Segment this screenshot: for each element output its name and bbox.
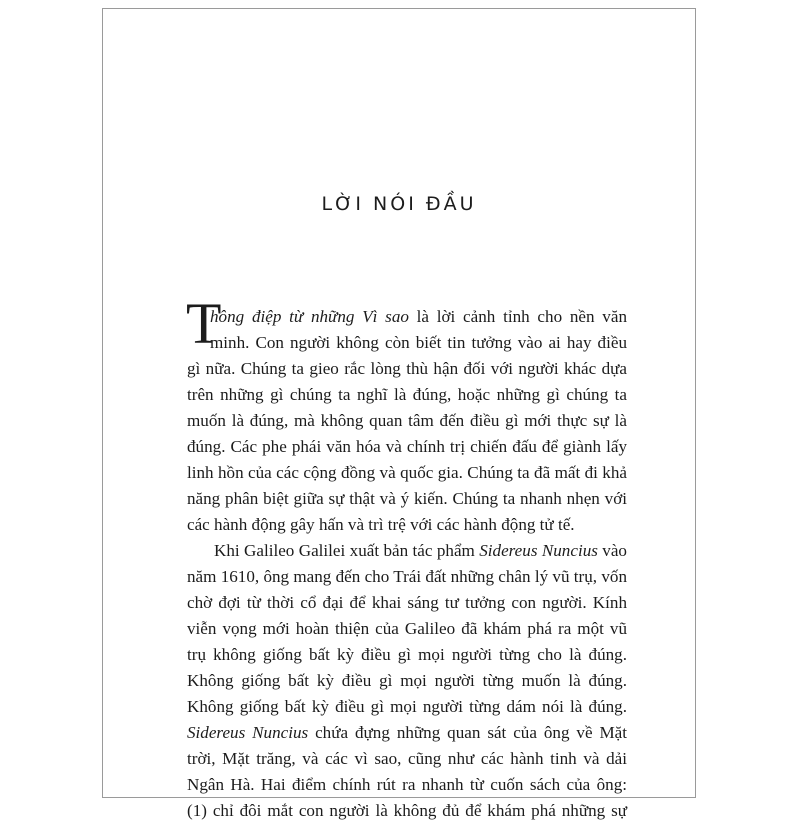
paragraph-2-line-9: trời, Mặt trăng, và các vì sao, cũng như các hành tinh và dải [187,749,627,768]
paragraph-2-line-11: (1) chỉ đôi mắt con người là không đủ để khám phá những sự [187,801,627,820]
drop-cap: T [186,291,222,356]
book-title-italic: Sidereus Nuncius [479,541,598,560]
paragraph-2-line-3: chờ đợi từ thời cổ đại để khai sáng tư tưởng con người. Kính [187,593,627,612]
text-span: vào [597,541,627,560]
paragraph-1-line-8: năng phân biệt giữa sự thật và ý kiến. Chúng ta nhanh nhẹn với [187,489,627,508]
paragraph-1-line-4: trên những gì chúng ta nghĩ là đúng, hoặc những gì chúng ta [187,385,627,404]
paragraph-2-line-7: Không giống bất kỳ điều gì mọi người từng dám nói là đúng. [187,697,627,716]
paragraph-2-line-4: viễn vọng mới hoàn thiện của Galileo đã khám phá ra một vũ [187,619,627,638]
book-page [102,8,696,820]
book-title-italic: hông điệp từ những Vì sao [210,307,409,326]
chapter-heading: LỜI NÓI ĐẦU [321,193,477,215]
body-text [186,291,627,824]
text-span: Khi Galileo Galilei xuất bản tác phẩm [214,541,480,560]
book-title-italic: Sidereus Nuncius [187,723,309,742]
paragraph-1-line-6: đúng. Các phe phái văn hóa và chính trị chiến đấu để giành lấy [187,437,627,456]
paragraph-2-line-10: Ngân Hà. Hai điểm chính rút ra nhanh từ cuốn sách của ông: [187,775,627,794]
paragraph-2-line-6: Không giống bất kỳ điều gì mọi người từng muốn là đúng. [187,671,627,690]
paragraph-1-line-3: gì nữa. Chúng ta gieo rắc lòng thù hận đối với người khác dựa [187,359,627,378]
paragraph-2-line-1 [187,538,627,564]
paragraph-1-line-9: các hành động gây hấn và trì trệ với các hành động tử tế. [187,515,575,534]
paragraph-2-line-2: năm 1610, ông mang đến cho Trái đất những chân lý vũ trụ, vốn [187,567,627,586]
paragraph-1-line-7: linh hồn của các cộng đồng và quốc gia. Chúng ta đã mất đi khả [187,463,627,482]
text-span: là lời cảnh tỉnh cho nền văn [408,307,627,326]
paragraph-1-line-5: muốn là đúng, mà không quan tâm đến điều gì mới thực sự là [187,411,627,430]
paragraph-1-line-2: minh. Con người không còn biết tin tưởng vào ai hay điều [210,333,627,352]
paragraph-2-line-8 [187,720,627,746]
text-span: chứa đựng những quan sát của ông về Mặt [308,723,627,742]
paragraph-2-line-5: trụ không giống bất kỳ điều gì mọi người từng cho là đúng. [187,645,627,664]
